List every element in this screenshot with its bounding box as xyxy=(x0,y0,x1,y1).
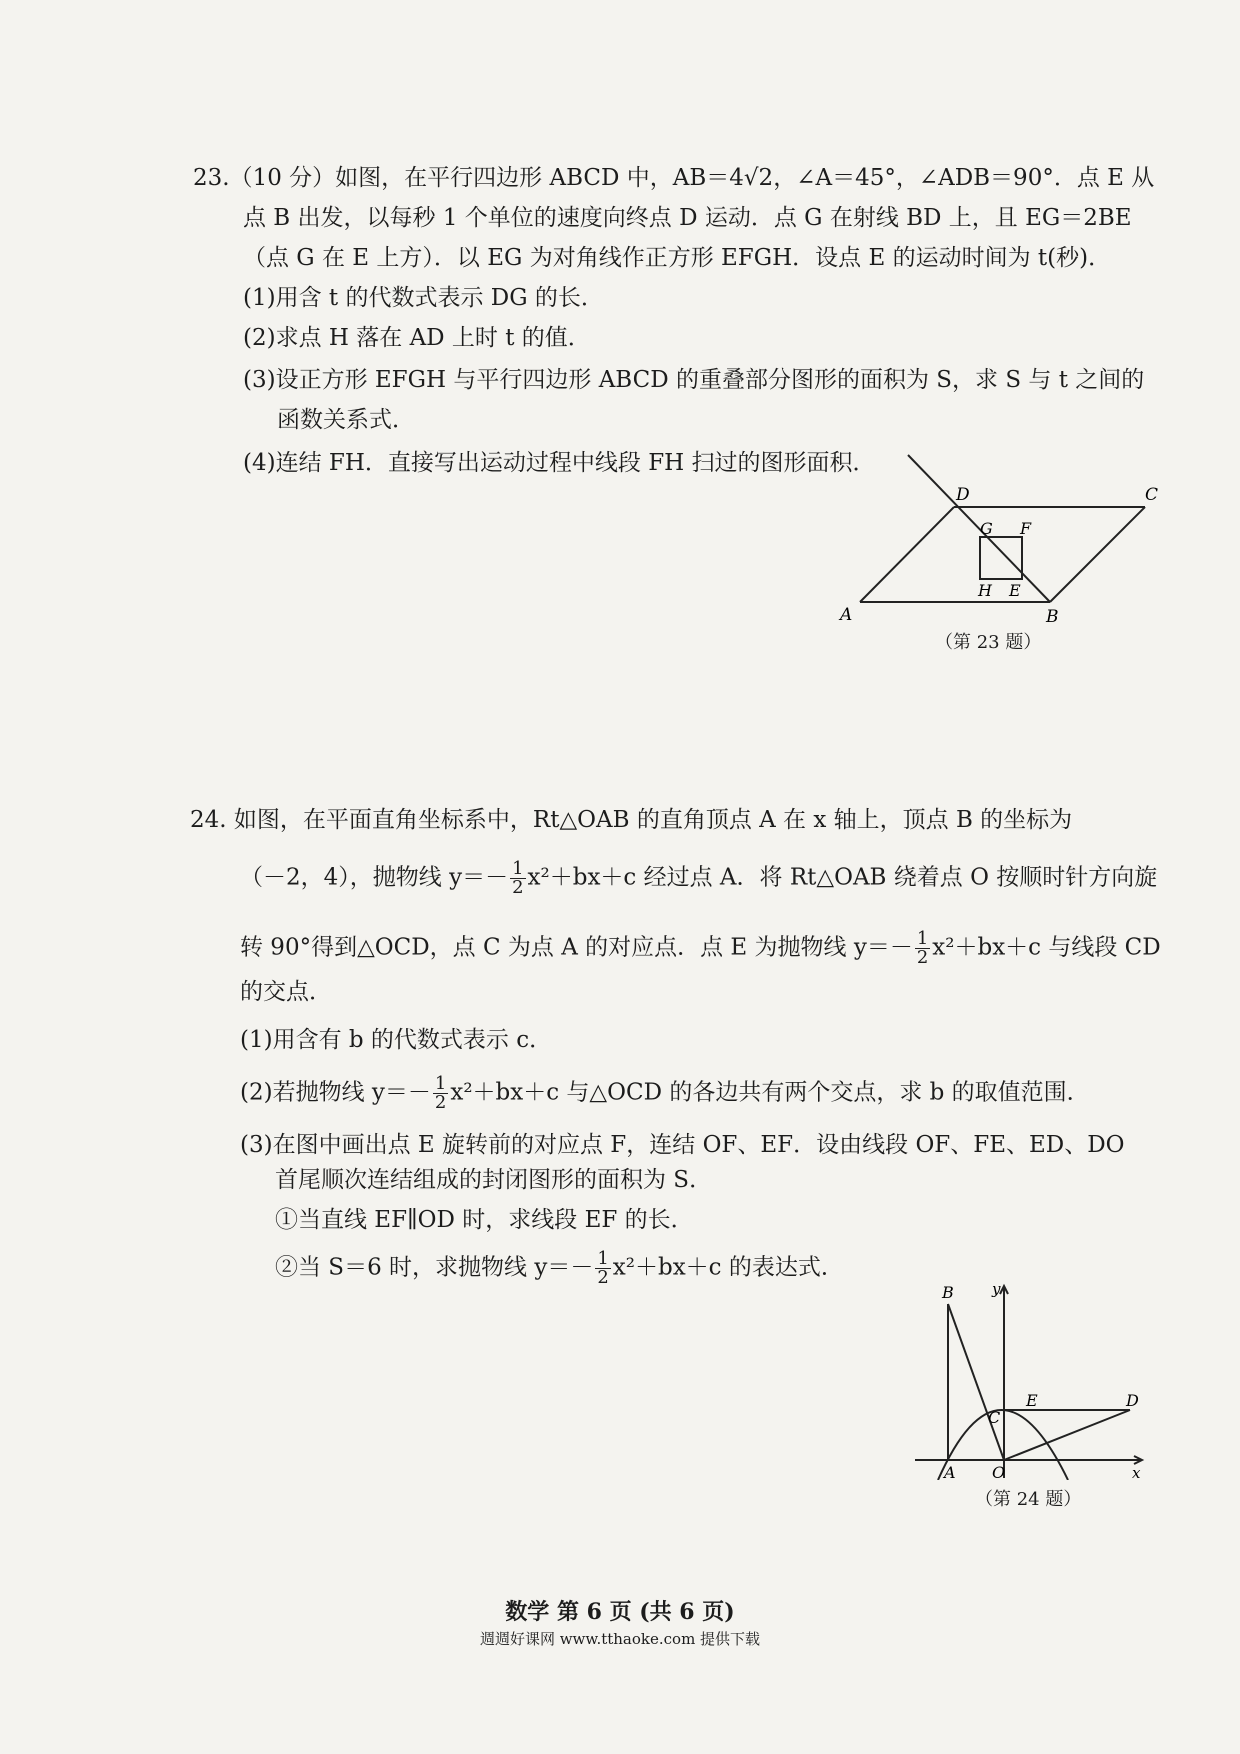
q24-part-3a: (3)在图中画出点 E 旋转前的对应点 F，连结 OF、EF．设由线段 OF、FE、ED、DO xyxy=(240,1132,1125,1158)
label-b: B xyxy=(1046,607,1059,627)
label-a: A xyxy=(944,1463,956,1480)
fraction-half: $\frac{1}{2}$ xyxy=(916,928,929,968)
source-note: 週週好课网 www.tthaoke.com 提供下载 xyxy=(479,1630,761,1648)
label-b: B xyxy=(942,1283,954,1302)
page-number: 数学 第 6 页 (共 6 页) xyxy=(505,1599,735,1625)
q23-line-2: 点 B 出发，以每秒 1 个单位的速度向终点 D 运动．点 G 在射线 BD 上，且 EG＝2BE xyxy=(243,205,1132,231)
q24-line-3a: 转 90°得到△OCD，点 C 为点 A 的对应点．点 E 为抛物线 y＝－ xyxy=(240,934,913,961)
label-h: H xyxy=(978,581,992,600)
fraction-half: $\frac{1}{2}$ xyxy=(512,858,524,898)
label-g: G xyxy=(980,519,993,538)
q24-line-2a: （－2，4），抛物线 y＝－ xyxy=(240,864,509,891)
q24-part-2b: x²＋bx＋c 与△OCD 的各边共有两个交点，求 b 的取值范围． xyxy=(450,1079,1090,1106)
square-efgh xyxy=(980,537,1022,579)
label-x: x xyxy=(1132,1464,1141,1480)
q24-sub-2 xyxy=(275,1250,844,1287)
q23-line-3: （点 G 在 E 上方）．以 EG 为对角线作正方形 EFGH．设点 E 的运动时间为 t(秒)． xyxy=(243,245,1112,271)
q23-part-2: (2)求点 H 落在 AD 上时 t 的值． xyxy=(243,325,591,351)
label-e: E xyxy=(1009,581,1021,600)
q24-sub-1: ①当直线 EF∥OD 时，求线段 EF 的长． xyxy=(275,1207,694,1233)
label-d: D xyxy=(956,485,970,505)
q24-sub-2b: x²＋bx＋c 的表达式． xyxy=(612,1254,844,1281)
q24-line-4: 的交点． xyxy=(240,979,332,1005)
q24-sub-2a: ②当 S＝6 时，求抛物线 y＝－ xyxy=(275,1254,594,1281)
q24-line-2 xyxy=(240,860,1157,897)
q24-caption: （第 24 题） xyxy=(975,1489,1082,1510)
label-c: C xyxy=(1145,485,1159,505)
label-o: O xyxy=(992,1463,1006,1480)
q24-line-2b: x²＋bx＋c 经过点 A．将 Rt△OAB 绕着点 O 按顺时针方向旋 xyxy=(527,864,1158,891)
q23-part-3b: 函数关系式． xyxy=(277,407,415,433)
q24-part-2a: (2)若抛物线 y＝－ xyxy=(240,1079,431,1106)
q24-part-2 xyxy=(240,1075,1090,1112)
label-y: y xyxy=(992,1280,1001,1298)
segment-bo xyxy=(948,1304,1004,1460)
label-e: E xyxy=(1026,1391,1038,1410)
fraction-half: $\frac{1}{2}$ xyxy=(434,1073,447,1113)
q24-line-3 xyxy=(240,930,1161,967)
q23-caption: （第 23 题） xyxy=(935,632,1042,653)
q23-part-3a: (3)设正方形 EFGH 与平行四边形 ABCD 的重叠部分图形的面积为 S，求 S 与 t 之间的 xyxy=(243,367,1145,393)
q24-line-3b: x²＋bx＋c 与线段 CD xyxy=(932,934,1161,961)
segment-ad xyxy=(860,507,954,602)
segment-cb xyxy=(1050,507,1145,602)
label-d: D xyxy=(1126,1391,1139,1410)
q23-part-4: (4)连结 FH．直接写出运动过程中线段 FH 扫过的图形面积． xyxy=(243,450,876,476)
fraction-half: $\frac{1}{2}$ xyxy=(597,1248,609,1288)
q24-part-3b: 首尾顺次连结组成的封闭图形的面积为 S． xyxy=(275,1167,713,1193)
q23-figure xyxy=(820,450,1160,630)
label-a: A xyxy=(840,605,853,625)
q24-line-1: 24. 如图，在平面直角坐标系中，Rt△OAB 的直角顶点 A 在 x 轴上，顶点 B 的坐标为 xyxy=(190,807,1073,833)
q24-part-1: (1)用含有 b 的代数式表示 c． xyxy=(240,1027,553,1053)
label-c: C xyxy=(988,1408,1001,1427)
q23-line-1: 23.（10 分）如图，在平行四边形 ABCD 中，AB＝4√2，∠A＝45°，∠ADB＝90°．点 E 从 xyxy=(193,165,1155,191)
label-f: F xyxy=(1020,519,1032,538)
q23-part-1: (1)用含 t 的代数式表示 DG 的长． xyxy=(243,285,604,311)
q24-figure xyxy=(900,1280,1160,1480)
